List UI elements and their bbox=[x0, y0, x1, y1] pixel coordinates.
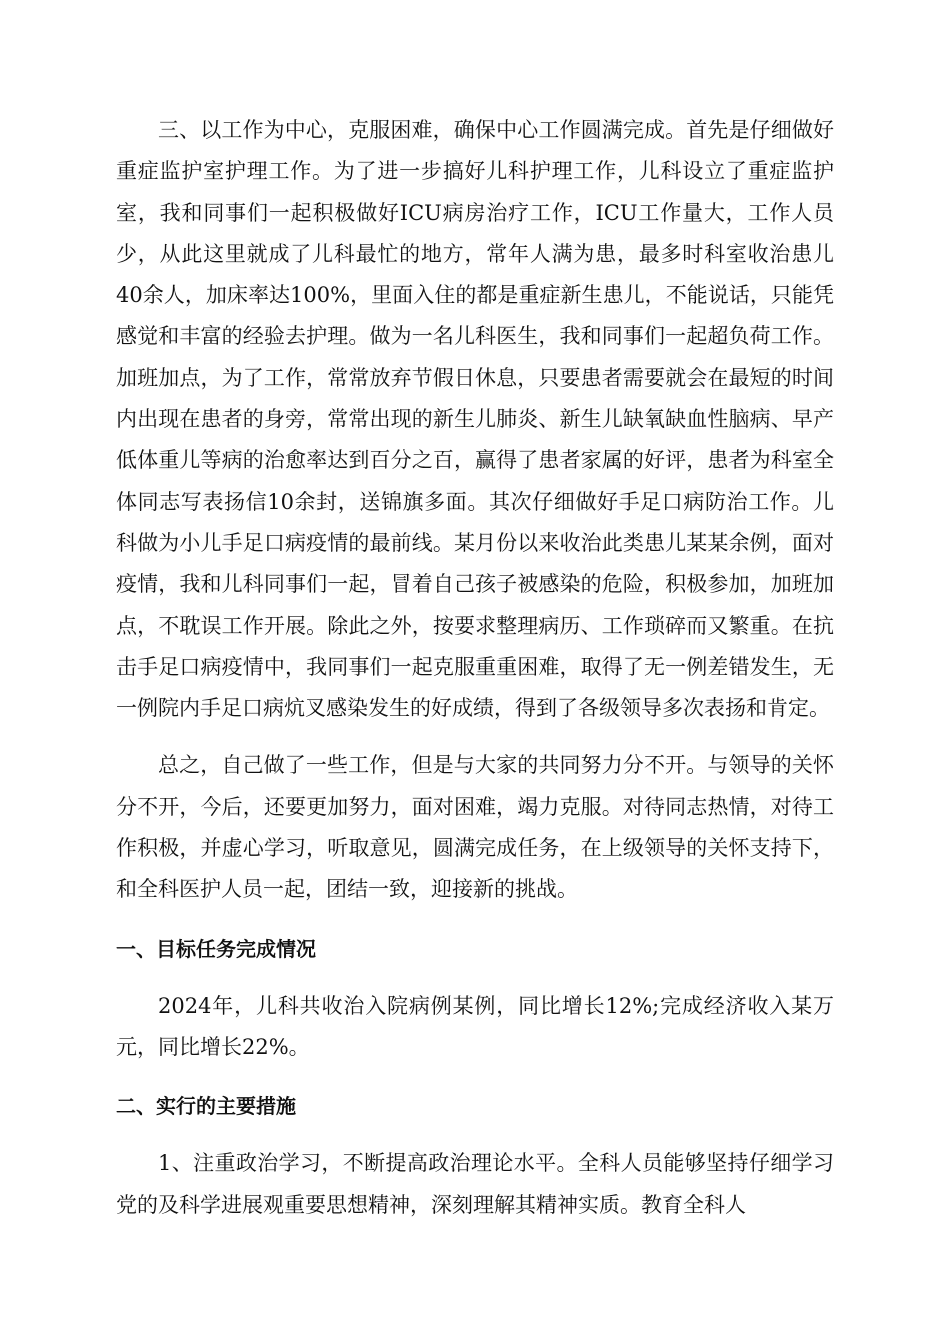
document-body bbox=[116, 110, 834, 1226]
paragraph-summary: 总之，自己做了一些工作，但是与大家的共同努力分不开。与领导的关怀分不开，今后，还要更加努力，面对困难，竭力克服。对待同志热情，对待工作积极，并虚心学习，听取意见，圆满完成任务，在上级领导的关怀支持下，和全科医护人员一起，团结一致，迎接新的挑战。 bbox=[116, 753, 834, 902]
heading-main-measures: 二、实行的主要措施 bbox=[116, 1094, 296, 1119]
paragraph-work-center: 三、以工作为中心，克服困难，确保中心工作圆满完成。首先是仔细做好重症监护室护理工作。为了进一步搞好儿科护理工作，儿科设立了重症监护室，我和同事们一起积极做好ICU病房治疗工作，ICU工作量大，工作人员少，从此这里就成了儿科最忙的地方，常年人满为患，最多时科室收治患儿40余人，加床率达100%，里面入住的都是重症新生患儿，不能说话，只能凭感觉和丰富的经验去护理。做为一名儿科医生，我和同事们一起超负荷工作。加班加点，为了工作，常常放弃节假日休息，只要患者需要就会在最短的时间内出现在患者的身旁，常常出现的新生儿肺炎、新生儿缺氧缺血性脑病、早产低体重儿等病的治愈率达到百分之百，赢得了患者家属的好评，患者为科室全体同志写表扬信10余封，送锦旗多面。其次仔细做好手足口病防治工作。儿科做为小儿手足口病疫情的最前线。某月份以来收治此类患儿某某余例，面对疫情，我和儿科同事们一起，冒着自己孩子被感染的危险，积极参加，加班加点，不耽误工作开展。除此之外，按要求整理病历、工作琐碎而又繁重。在抗击手足口病疫情中，我同事们一起克服重重困难，取得了无一例差错发生，无一例院内手足口病炕叉感染发生的好成绩，得到了各级领导多次表扬和肯定。 bbox=[116, 118, 834, 721]
paragraph-political-study: 1、注重政治学习，不断提高政治理论水平。全科人员能够坚持仔细学习党的及科学进展观重要思想精神，深刻理解其精神实质。教育全科人 bbox=[116, 1151, 834, 1217]
heading-target-tasks: 一、目标任务完成情况 bbox=[116, 936, 316, 961]
paragraph-target-stats: 2024年，儿科共收治入院病例某例，同比增长12%;完成经济收入某万元，同比增长22%。 bbox=[116, 993, 834, 1059]
